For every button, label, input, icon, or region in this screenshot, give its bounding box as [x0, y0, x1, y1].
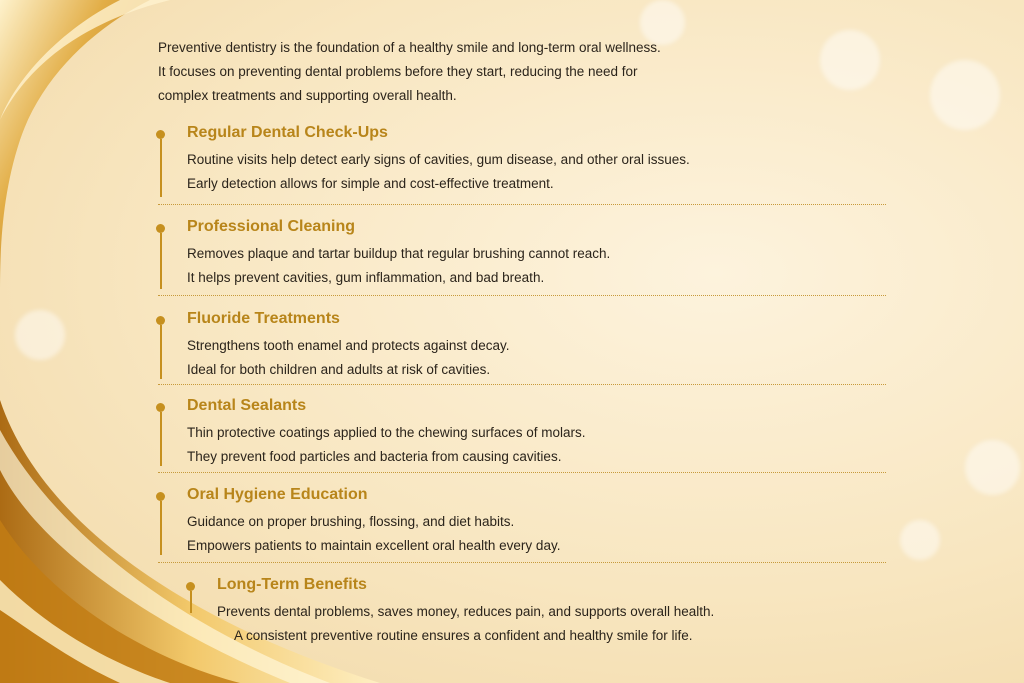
- description-line: Thin protective coatings applied to the chewing surfaces of molars.: [187, 425, 586, 440]
- description-line: Strengthens tooth enamel and protects against decay.: [187, 338, 510, 353]
- section-divider: [158, 384, 886, 385]
- description-line: They prevent food particles and bacteria from causing cavities.: [187, 449, 562, 464]
- intro-line: It focuses on preventing dental problems before they start, reducing the need for: [158, 64, 638, 79]
- section-description: [187, 510, 560, 558]
- description-line: Removes plaque and tartar buildup that regular brushing cannot reach.: [187, 246, 611, 261]
- intro-paragraph: [158, 36, 798, 108]
- bullet-marker: [156, 130, 166, 197]
- intro-line: complex treatments and supporting overall health.: [158, 88, 457, 103]
- section-title: Dental Sealants: [187, 397, 307, 414]
- description-line: Prevents dental problems, saves money, reduces pain, and supports overall health.: [217, 604, 715, 619]
- description-line: Empowers patients to maintain excellent oral health every day.: [187, 538, 561, 553]
- section-description: [217, 600, 714, 648]
- description-line: Early detection allows for simple and cost-effective treatment.: [187, 176, 554, 191]
- section-title: Long-Term Benefits: [217, 576, 367, 593]
- section-title: Oral Hygiene Education: [187, 486, 368, 503]
- section-divider: [158, 472, 886, 473]
- description-line: Routine visits help detect early signs of cavities, gum disease, and other oral issues.: [187, 152, 690, 167]
- description-line: Ideal for both children and adults at risk of cavities.: [187, 362, 491, 377]
- section-description: [187, 242, 610, 290]
- intro-line: Preventive dentistry is the foundation of a healthy smile and long-term oral wellness.: [158, 40, 661, 55]
- section-description: [187, 421, 585, 469]
- bullet-marker: [156, 224, 166, 289]
- section-title: Professional Cleaning: [187, 218, 356, 235]
- bullet-marker: [156, 403, 166, 466]
- section-description: [187, 334, 509, 382]
- description-line: A consistent preventive routine ensures a confident and healthy smile for life.: [234, 628, 693, 643]
- bullet-marker: [186, 582, 196, 613]
- section-title: Fluoride Treatments: [187, 310, 340, 327]
- section-description: [187, 148, 690, 196]
- section-divider: [158, 204, 886, 205]
- description-line: It helps prevent cavities, gum inflammation, and bad breath.: [187, 270, 545, 285]
- description-line: Guidance on proper brushing, flossing, and diet habits.: [187, 514, 515, 529]
- section-divider: [158, 562, 886, 563]
- section-divider: [158, 295, 886, 296]
- section-title: Regular Dental Check-Ups: [187, 124, 388, 141]
- bullet-marker: [156, 492, 166, 555]
- bullet-marker: [156, 316, 166, 379]
